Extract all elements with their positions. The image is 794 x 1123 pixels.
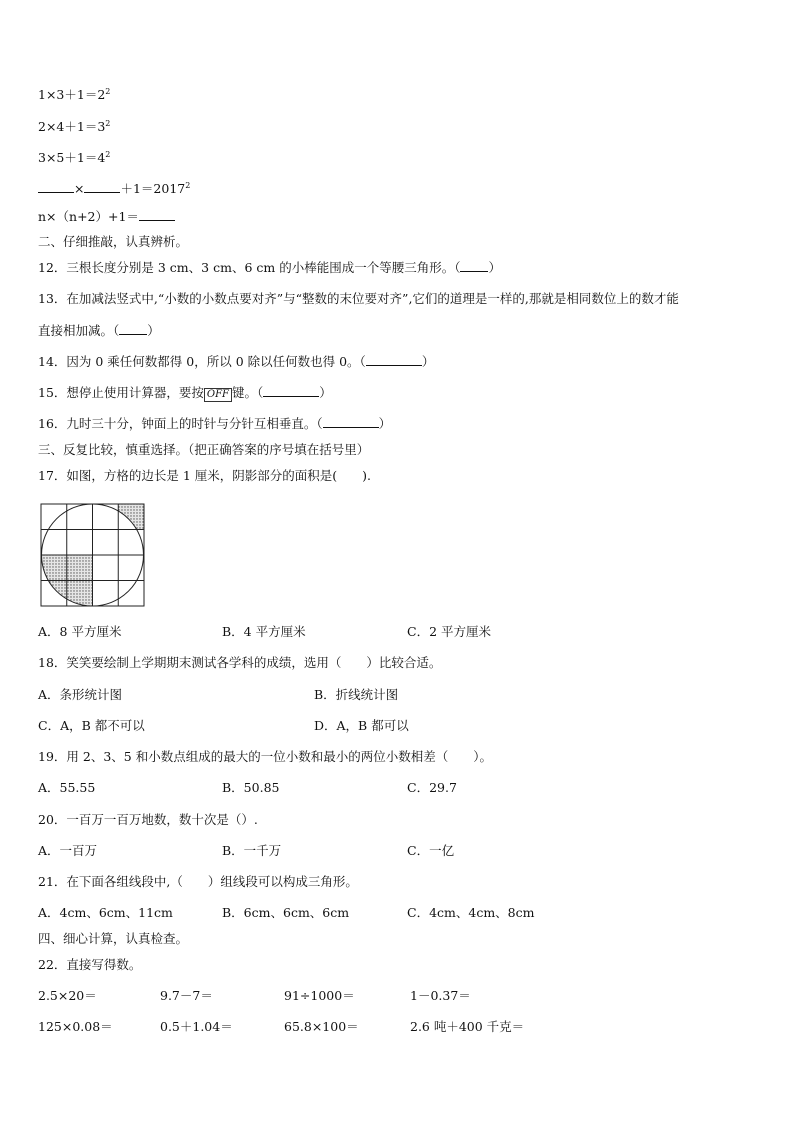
question-22: 22．直接写得数。 bbox=[38, 957, 142, 972]
question-13-line2: 直接相加减。（ ） bbox=[38, 323, 160, 338]
formula-1: $1\times 3+1=2^2$ bbox=[38, 87, 111, 103]
q17-option-a[interactable]: A．8 平方厘米 bbox=[38, 624, 122, 639]
q20-option-b[interactable]: B．一千万 bbox=[222, 843, 282, 858]
q20-option-a[interactable]: A．一百万 bbox=[38, 843, 98, 858]
calc-item: 9.7－7＝ bbox=[160, 988, 213, 1003]
question-16: 16．九时三十分，钟面上的时针与分针互相垂直。（ ） bbox=[38, 416, 392, 431]
calc-item: 91÷1000＝ bbox=[284, 988, 355, 1003]
q19-option-b[interactable]: B．50.85 bbox=[222, 780, 280, 795]
calc-item: 2.6 吨＋400 千克＝ bbox=[410, 1019, 525, 1034]
answer-blank[interactable] bbox=[323, 416, 379, 428]
question-14: 14．因为 0 乘任何数都得 0，所以 0 除以任何数也得 0。（ ） bbox=[38, 354, 435, 369]
answer-blank[interactable] bbox=[460, 260, 488, 272]
q17-option-b[interactable]: B．4 平方厘米 bbox=[222, 624, 306, 639]
calc-item: 65.8×100＝ bbox=[284, 1019, 359, 1034]
q19-option-c[interactable]: C．29.7 bbox=[407, 780, 457, 795]
question-21: 21．在下面各组线段中,（ ）组线段可以构成三角形。 bbox=[38, 874, 358, 889]
off-key-icon: OFF bbox=[204, 388, 232, 402]
question-19: 19．用 2、3、5 和小数点组成的最大的一位小数和最小的两位小数相差（ ）。 bbox=[38, 749, 492, 764]
calc-item: 1－0.37＝ bbox=[410, 988, 471, 1003]
q21-option-c[interactable]: C．4cm、4cm、8cm bbox=[407, 905, 535, 920]
section-heading-2: 二、仔细推敲，认真辨析。 bbox=[38, 234, 189, 249]
section-heading-3: 三、反复比较，慎重选择。（把正确答案的序号填在括号里） bbox=[38, 442, 370, 457]
formula-4: × $+1=2017^2$ bbox=[38, 178, 190, 197]
formula-3: $3\times 5+1=4^2$ bbox=[38, 150, 111, 166]
q18-option-a[interactable]: A．条形统计图 bbox=[38, 687, 123, 702]
calc-item: 2.5×20＝ bbox=[38, 988, 97, 1003]
calc-item: 125×0.08＝ bbox=[38, 1019, 113, 1034]
formula-2: $2\times 4+1=3^2$ bbox=[38, 119, 111, 135]
answer-blank[interactable] bbox=[38, 181, 74, 193]
section-heading-4: 四、细心计算，认真检查。 bbox=[38, 931, 189, 946]
question-12: 12．三根长度分别是 3 cm、3 cm、6 cm 的小棒能围成一个等腰三角形。（ ） bbox=[38, 260, 501, 275]
question-17: 17．如图，方格的边长是 1 厘米，阴影部分的面积是( ). bbox=[38, 468, 372, 483]
question-20: 20．一百万一百万地数，数十次是（）. bbox=[38, 812, 258, 827]
q19-option-a[interactable]: A．55.55 bbox=[38, 780, 96, 795]
q18-option-d[interactable]: D．A，B 都可以 bbox=[314, 718, 409, 733]
formula-5: n×（n+2）+1＝ bbox=[38, 209, 175, 225]
answer-blank[interactable] bbox=[139, 209, 175, 221]
answer-blank[interactable] bbox=[263, 385, 319, 397]
calc-item: 0.5＋1.04＝ bbox=[160, 1019, 233, 1034]
shaded-corner bbox=[118, 504, 144, 530]
q21-option-b[interactable]: B．6cm、6cm、6cm bbox=[222, 905, 350, 920]
answer-blank[interactable] bbox=[119, 323, 147, 335]
answer-blank[interactable] bbox=[84, 181, 120, 193]
question-13-line1: 13．在加减法竖式中,“小数的小数点要对齐”与“整数的末位要对齐”,它们的道理是一样的,那就是相同数位上的数才能 bbox=[38, 291, 679, 306]
grid-circle-figure bbox=[40, 503, 146, 607]
q20-option-c[interactable]: C．一亿 bbox=[407, 843, 455, 858]
answer-blank[interactable] bbox=[366, 354, 422, 366]
q17-option-c[interactable]: C．2 平方厘米 bbox=[407, 624, 491, 639]
question-15: 15．想停止使用计算器，要按 OFF 键。（ ） bbox=[38, 385, 332, 400]
q18-option-b[interactable]: B．折线统计图 bbox=[314, 687, 399, 702]
q21-option-a[interactable]: A．4cm、6cm、11cm bbox=[38, 905, 173, 920]
q18-option-c[interactable]: C．A，B 都不可以 bbox=[38, 718, 145, 733]
question-18: 18．笑笑要绘制上学期期末测试各学科的成绩，选用（ ）比较合适。 bbox=[38, 655, 442, 670]
